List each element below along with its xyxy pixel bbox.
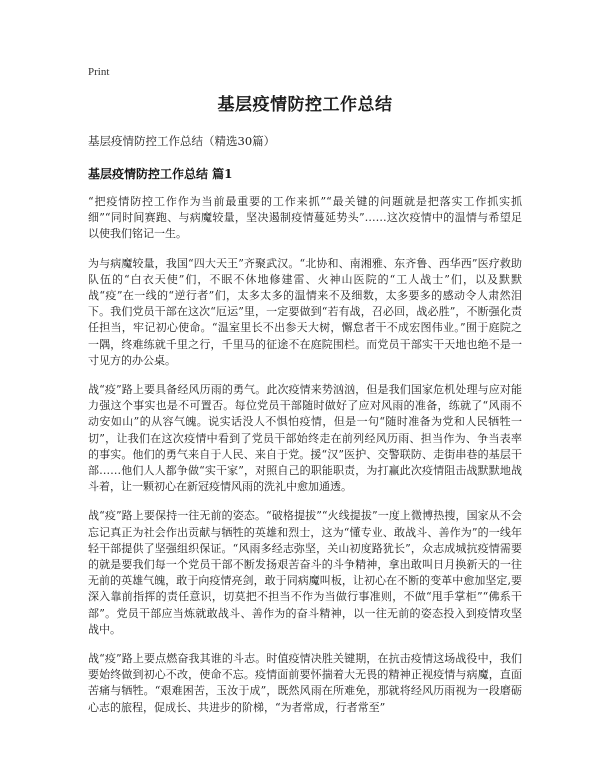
paragraph-3: 战“疫”路上要具备经风历雨的勇气。此次疫情来势汹汹，但是我们国家危机处理与应对能力强这个事实也是不可置否。每位党员干部随时做好了应对风雨的准备，练就了“风雨不动安如山”的从容气魄。说实话没人不惧怕疫情，但是一句“随时准备为党和人民牺牲一切”，让我们在这次疫情中看到了党员干部始终走在前列经风历雨、担当作为、争当表率的事实。他们的勇气来自于人民、来自于党。援“汉”医护、交警联防、走街串巷的基层干部……他们人人都争做“实干家”，对照自己的职能职责，为打赢此次疫情阻击战默默地战斗着，让一颗初心在新冠疫情风雨的洗礼中愈加通透。 — [88, 383, 522, 494]
print-link[interactable]: Print — [88, 66, 110, 78]
paragraph-4: 战“疫”路上要保持一往无前的姿态。“破格提拔”“火线提拔”一度上微博热搜，国家从不会忘记真正为社会作出贡献与牺牲的英雄和烈士，这为“懂专业、敢战斗、善作为”的一线年轻干部提供了坚强组织保证。“风雨多经志弥坚，关山初度路犹长”，众志成城抗疫情需要的就是要我们每一个党员干部不断发扬艰苦奋斗的斗争精神，拿出敢叫日月换新天的一往无前的英雄气魄，敢于向疫情亮剑，敢于同病魔叫板，让初心在不断的变革中愈加坚定,要深入靠前指挥的责任意识，切莫把不担当不作为当做行事准则，不做“甩手掌柜”“佛系干部”。党员干部应当炼就敢战斗、善作为的奋斗精神，以一往无前的姿态投入到疫情攻坚战中。 — [88, 509, 522, 636]
section-heading: 基层疫情防控工作总结 篇1 — [88, 167, 233, 181]
document-title: 基层疫情防控工作总结 — [217, 95, 393, 115]
paragraph-5: 战“疫”路上要点燃奋我其谁的斗志。时值疫情决胜关键期，在抗击疫情这场战役中，我们要始终做到初心不改，使命不忘。疫情面前要怀揣着大无畏的精神正视疫情与病魔，直面苦痛与牺牲。“艰难困苦，玉汝于成”，既然风雨在所难免，那就将经风历雨视为一段磨砺心志的旅程，促成长、共进步的阶梯，“为者常成，行者常至” — [88, 652, 522, 714]
document-subtitle: 基层疫情防控工作总结（精选30篇） — [88, 134, 276, 148]
paragraph-1: “把疫情防控工作作为当前最重要的工作来抓”“最关键的问题就是把落实工作抓实抓细”“同时间赛跑、与病魔较量，坚决遏制疫情蔓延势头”……这次疫情中的温情与希望足以使我们铭记一生。 — [88, 195, 522, 241]
paragraph-2: 为与病魔较量，我国“四大天王”齐聚武汉。“北协和、南湘雅、东齐鲁、西华西”医疗救助队伍的“白衣天使”们，不眠不休地修建雷、火神山医院的“工人战士”们，以及默默战“疫”在一线的“逆行者”们，太多太多的温情来不及细数，太多要多的感动令人肃然泪下。我们党员干部在这次“厄运”里，一定要做到“若有战，召必回，战必胜”，不断强化责任担当，牢记初心使命。“温室里长不出参天大树，懈怠者干不成宏图伟业。”囿于庭院之一隅，终难练就千里之行，千里马的征途不在庭院围栏。而党员干部实干天地也绝不是一寸见方的办公桌。 — [88, 256, 522, 367]
